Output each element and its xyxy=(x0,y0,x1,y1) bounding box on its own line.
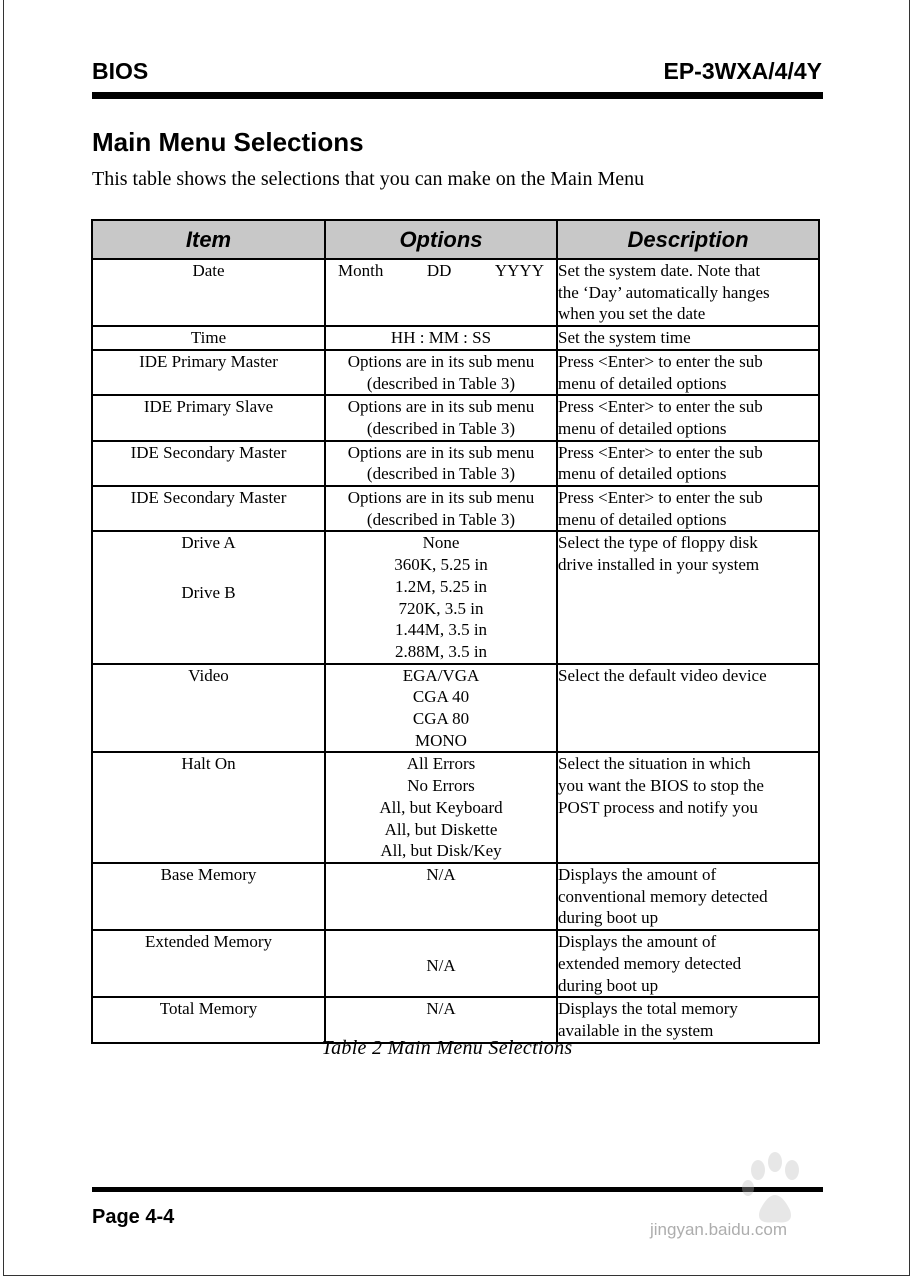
options-cell xyxy=(325,395,557,440)
description-line: Displays the amount of xyxy=(558,932,717,952)
item-label: IDE Primary Slave xyxy=(143,397,274,417)
option-month: Month xyxy=(338,261,384,280)
options-cell xyxy=(325,486,557,531)
item-cell xyxy=(92,441,325,486)
description-line: menu of detailed options xyxy=(558,418,727,438)
item-label: Time xyxy=(190,328,227,348)
description-cell xyxy=(557,326,819,350)
option-line: Options are in its sub menu xyxy=(347,397,535,417)
description-cell xyxy=(557,531,819,663)
options-cell xyxy=(325,350,557,395)
item-label: Halt On xyxy=(181,754,236,774)
option-line: Options are in its sub menu xyxy=(347,442,535,462)
item-cell xyxy=(92,350,325,395)
column-header-item: Item xyxy=(92,220,325,259)
column-header-options: Options xyxy=(325,220,557,259)
item-label: Date xyxy=(192,261,225,280)
item-cell xyxy=(92,863,325,930)
options-cell xyxy=(325,997,557,1042)
item-cell xyxy=(92,486,325,531)
option-line: CGA 40 xyxy=(412,687,470,707)
table-row-ide-primary-master xyxy=(92,350,819,395)
description-cell xyxy=(557,930,819,997)
option-line: All, but Disk/Key xyxy=(380,841,502,861)
description-line: during boot up xyxy=(558,975,659,995)
item-cell xyxy=(92,326,325,350)
description-line: the ‘Day’ automatically hanges xyxy=(558,282,770,302)
description-cell xyxy=(557,441,819,486)
main-menu-table xyxy=(91,219,820,1044)
description-line: Press <Enter> to enter the sub xyxy=(558,488,763,508)
item-label-drive-b: Drive B xyxy=(181,583,236,603)
item-cell xyxy=(92,997,325,1042)
option-line: 360K, 5.25 in xyxy=(394,555,488,575)
description-cell xyxy=(557,395,819,440)
option-line: (described in Table 3) xyxy=(366,418,516,438)
table-row-base-memory xyxy=(92,863,819,930)
option-line: N/A xyxy=(426,999,456,1019)
option-line: CGA 80 xyxy=(412,709,470,729)
description-line: menu of detailed options xyxy=(558,464,727,484)
option-line: (described in Table 3) xyxy=(366,509,516,529)
table-row-ide-secondary-master-2 xyxy=(92,486,819,531)
description-cell xyxy=(557,259,819,326)
options-cell xyxy=(325,863,557,930)
option-line: Options are in its sub menu xyxy=(347,351,535,371)
item-label: Extended Memory xyxy=(145,932,272,952)
option-line: 720K, 3.5 in xyxy=(398,598,484,618)
options-cell xyxy=(325,664,557,753)
options-cell xyxy=(325,752,557,863)
table-row-video xyxy=(92,664,819,753)
options-cell xyxy=(325,326,557,350)
item-label: IDE Primary Master xyxy=(139,351,278,371)
description-cell xyxy=(557,664,819,753)
description-line: Select the situation in which xyxy=(558,754,751,774)
description-line: Set the system time xyxy=(558,328,691,348)
options-cell xyxy=(325,441,557,486)
item-cell xyxy=(92,395,325,440)
item-cell xyxy=(92,752,325,863)
table-row-halt-on xyxy=(92,752,819,863)
description-line: Displays the total memory xyxy=(558,999,738,1019)
option-line: MONO xyxy=(415,730,467,750)
option-line: (described in Table 3) xyxy=(366,464,516,484)
watermark-text: jingyan.baidu.com xyxy=(650,1220,788,1239)
description-line: Press <Enter> to enter the sub xyxy=(558,397,763,417)
option-line: All, but Keyboard xyxy=(379,797,503,817)
table-caption: Table 2 Main Menu Selections xyxy=(321,1037,573,1059)
option-line: (described in Table 3) xyxy=(366,373,516,393)
item-cell xyxy=(92,531,325,663)
description-cell xyxy=(557,863,819,930)
options-cell xyxy=(325,531,557,663)
option-line: HH : MM : SS xyxy=(390,328,492,348)
description-cell xyxy=(557,350,819,395)
option-line: Options are in its sub menu xyxy=(347,488,535,508)
description-cell xyxy=(557,997,819,1042)
table-row-total-memory xyxy=(92,997,819,1042)
description-line: when you set the date xyxy=(558,304,706,324)
header-rule xyxy=(92,92,823,99)
description-line: during boot up xyxy=(558,908,659,928)
page-number: Page 4-4 xyxy=(92,1206,175,1228)
section-title: Main Menu Selections xyxy=(92,127,364,157)
description-line: Select the default video device xyxy=(558,665,767,685)
description-line: menu of detailed options xyxy=(558,373,727,393)
option-line: All, but Diskette xyxy=(384,819,498,839)
option-line: All Errors xyxy=(406,754,476,774)
option-line: No Errors xyxy=(407,776,475,796)
table-header-row xyxy=(92,220,819,259)
option-line: N/A xyxy=(426,955,456,975)
item-label: Total Memory xyxy=(159,999,258,1019)
table-row-ide-secondary-master xyxy=(92,441,819,486)
option-year: YYYY xyxy=(494,261,544,280)
item-label-drive-a: Drive A xyxy=(181,533,236,553)
item-label: IDE Secondary Master xyxy=(130,442,287,462)
table-row-time xyxy=(92,326,819,350)
description-line: menu of detailed options xyxy=(558,509,727,529)
option-line: 1.44M, 3.5 in xyxy=(394,620,488,640)
option-line: 1.2M, 5.25 in xyxy=(394,576,488,596)
description-line: drive installed in your system xyxy=(558,555,760,575)
option-line: N/A xyxy=(426,864,456,884)
table-row-extended-memory xyxy=(92,930,819,997)
option-day: DD xyxy=(426,261,452,280)
description-line: Press <Enter> to enter the sub xyxy=(558,351,763,371)
table-row-drives xyxy=(92,531,819,663)
header-right: EP-3WXA/4/4Y xyxy=(663,58,822,84)
item-cell xyxy=(92,664,325,753)
option-line: 2.88M, 3.5 in xyxy=(394,641,488,661)
option-line: EGA/VGA xyxy=(402,665,480,685)
options-cell xyxy=(325,259,557,326)
item-label: IDE Secondary Master xyxy=(130,488,287,508)
item-cell xyxy=(92,930,325,997)
description-line: available in the system xyxy=(558,1020,714,1040)
options-cell xyxy=(325,930,557,997)
description-line: Displays the amount of xyxy=(558,864,717,884)
item-label: Video xyxy=(188,665,229,685)
description-cell xyxy=(557,486,819,531)
column-header-description: Description xyxy=(557,220,819,259)
table-row-ide-primary-slave xyxy=(92,395,819,440)
description-line: conventional memory detected xyxy=(558,886,768,906)
description-line: Press <Enter> to enter the sub xyxy=(558,442,763,462)
item-label: Base Memory xyxy=(160,864,257,884)
item-cell xyxy=(92,259,325,326)
description-line: you want the BIOS to stop the xyxy=(558,776,764,796)
description-cell xyxy=(557,752,819,863)
description-line: Select the type of floppy disk xyxy=(558,533,758,553)
option-line: None xyxy=(422,533,460,553)
table-row-date xyxy=(92,259,819,326)
header-left: BIOS xyxy=(92,58,149,84)
description-line: extended memory detected xyxy=(558,953,742,973)
description-line: POST process and notify you xyxy=(558,797,758,817)
section-intro: This table shows the selections that you can make on the Main Menu xyxy=(92,168,645,190)
description-line: Set the system date. Note that xyxy=(558,261,761,280)
